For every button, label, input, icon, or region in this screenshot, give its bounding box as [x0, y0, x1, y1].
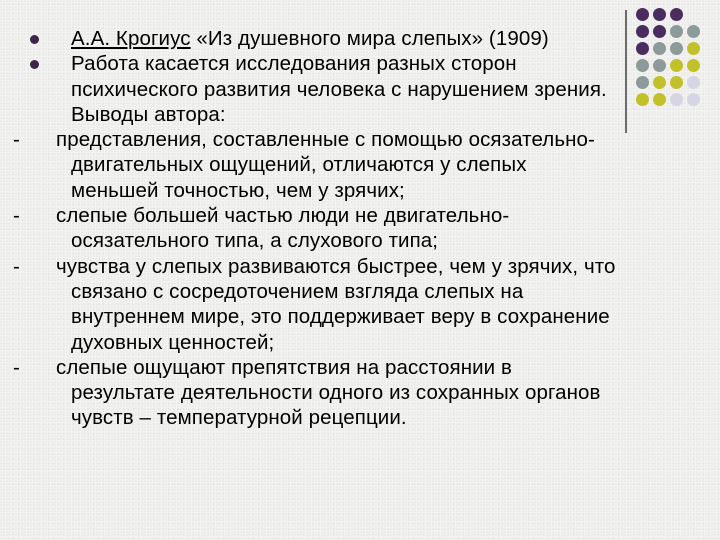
- summary-text: Работа касается исследования разных сторон психического развития человека с нарушением зрения. Выводы автора:: [71, 52, 607, 126]
- dash-marker: -: [13, 254, 20, 278]
- decorative-dot: [636, 93, 649, 106]
- conclusion-text: представления, составленные с помощью осязательно-двигательных ощущений, отличаются у слепых меньшей точностью, чем у зрячих;: [56, 128, 595, 202]
- decorative-dot: [687, 8, 700, 21]
- divider-line: [625, 10, 627, 133]
- decorative-dot: [653, 93, 666, 106]
- decorative-dot: [636, 59, 649, 72]
- decorative-dot: [670, 25, 683, 38]
- dash-marker: -: [13, 128, 20, 152]
- conclusion-item: [13, 127, 619, 203]
- conclusion-item: [13, 355, 619, 431]
- decorative-dot: [687, 59, 700, 72]
- decorative-dot: [636, 8, 649, 21]
- decorative-dot: [670, 42, 683, 55]
- decorative-dot: [636, 25, 649, 38]
- decorative-dot: [670, 8, 683, 21]
- decorative-dot: [670, 59, 683, 72]
- bullet-dot-icon: [30, 35, 39, 44]
- decorative-dot: [653, 8, 666, 21]
- decorative-dot: [636, 42, 649, 55]
- decorative-dot: [636, 76, 649, 89]
- decorative-dot: [670, 76, 683, 89]
- author-name: А.А. Крогиус: [71, 27, 191, 50]
- decorative-dot-grid: [636, 8, 700, 106]
- decorative-dot: [687, 76, 700, 89]
- dash-marker: -: [13, 204, 20, 228]
- conclusion-text: слепые большей частью люди не двигательно-осязательного типа, а слухового типа;: [56, 204, 510, 253]
- conclusion-item: [13, 203, 619, 254]
- decorative-dot: [687, 42, 700, 55]
- work-title: «Из душевного мира слепых» (1909): [190, 27, 549, 50]
- bullet-dot-icon: [30, 60, 39, 69]
- decorative-dot: [670, 93, 683, 106]
- decorative-dot: [653, 59, 666, 72]
- bullet-item-source: [44, 26, 619, 51]
- dash-marker: -: [13, 355, 20, 379]
- bullet-item-summary: [44, 51, 619, 127]
- decorative-dot: [653, 42, 666, 55]
- decorative-dot: [653, 76, 666, 89]
- decorative-dot: [687, 93, 700, 106]
- conclusion-item: [13, 254, 619, 355]
- conclusion-text: чувства у слепых развиваются быстрее, чем у зрячих, что связано с сосредоточением взгляда слепых на внутреннем мире, это поддерживает веру в сохранение духовных ценностей;: [56, 254, 616, 354]
- decorative-dot: [653, 25, 666, 38]
- conclusion-text: слепые ощущают препятствия на расстоянии в результате деятельности одного из сохранных органов чувств – температурной рецепции.: [56, 355, 601, 430]
- decorative-dot: [687, 25, 700, 38]
- slide-body: [13, 26, 619, 431]
